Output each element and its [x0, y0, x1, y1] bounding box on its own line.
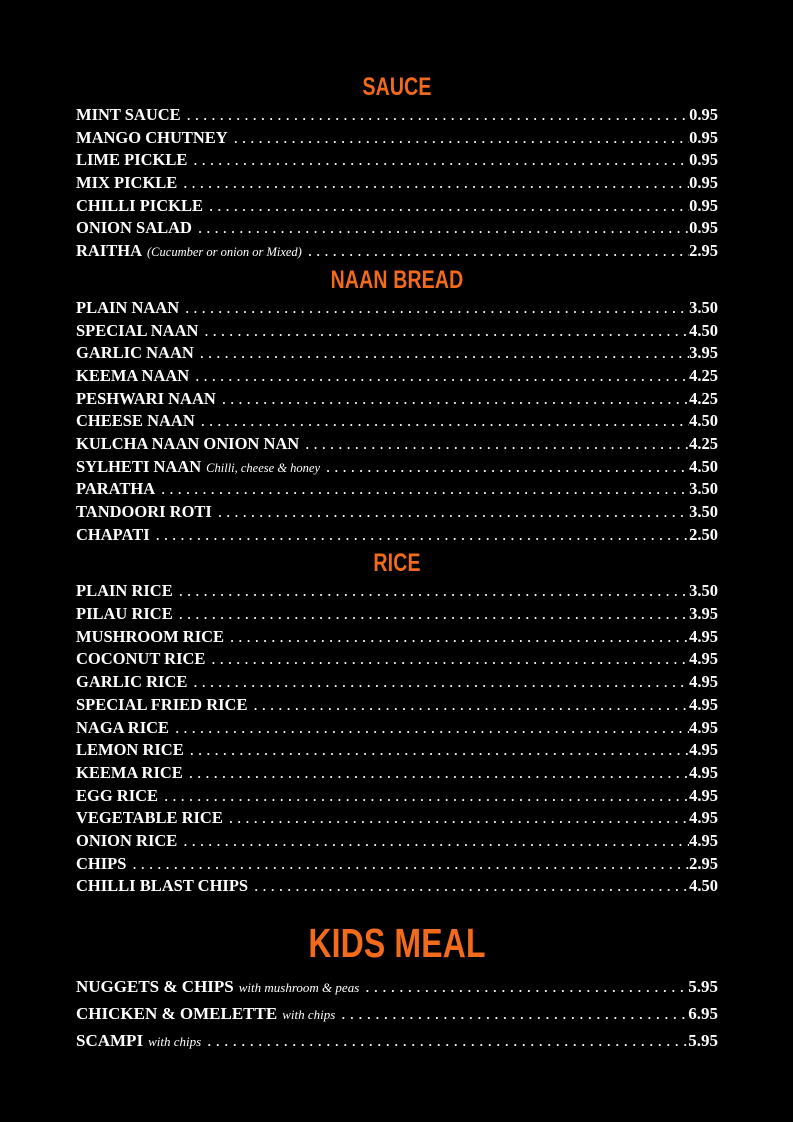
item-price: 4.95 [689, 808, 718, 828]
item-price: 4.50 [689, 320, 718, 340]
menu-list [76, 973, 718, 1054]
dot-leader [204, 320, 689, 343]
item-price: 4.50 [689, 876, 718, 896]
section-title: NAAN BREAD [330, 265, 464, 294]
item-name: COCONUT RICE [76, 649, 206, 669]
item-name: PARATHA [76, 479, 156, 499]
menu-item [76, 127, 718, 150]
item-price: 0.95 [689, 218, 718, 238]
menu-item [76, 342, 718, 365]
dot-leader [179, 603, 689, 626]
item-price: 0.95 [689, 195, 718, 215]
menu-item [76, 648, 718, 671]
dot-leader [189, 762, 689, 785]
menu-item [76, 875, 718, 898]
item-price: 4.50 [689, 411, 718, 431]
item-note: Chilli, cheese & honey [206, 460, 321, 475]
menu-list [76, 297, 718, 547]
menu-item [76, 501, 718, 524]
menu-item [76, 973, 718, 1000]
dot-leader [161, 478, 689, 501]
dot-leader [193, 671, 689, 694]
item-price: 0.95 [689, 127, 718, 147]
item-name: KEEMA NAAN [76, 365, 190, 385]
item-name: LIME PICKLE [76, 150, 188, 170]
item-name: SCAMPI [76, 1031, 144, 1050]
dot-leader [326, 456, 689, 479]
item-name: KULCHA NAAN ONION NAN [76, 433, 300, 453]
item-name: CHIPS [76, 853, 127, 873]
menu-item [76, 762, 718, 785]
item-price: 5.95 [688, 977, 718, 996]
item-name: CHEESE NAAN [76, 411, 195, 431]
item-price: 2.95 [689, 241, 718, 261]
dot-leader [179, 580, 689, 603]
item-name: PLAIN RICE [76, 581, 173, 601]
menu-item [76, 478, 718, 501]
item-name: KEEMA RICE [76, 762, 183, 782]
menu-item [76, 626, 718, 649]
item-name: MINT SAUCE [76, 105, 181, 124]
menu-item [76, 240, 718, 263]
item-price: 4.95 [689, 672, 718, 692]
item-name: SPECIAL FRIED RICE [76, 694, 248, 714]
dot-leader [211, 648, 689, 671]
menu-item [76, 603, 718, 626]
dot-leader [183, 172, 689, 195]
item-price: 4.95 [689, 740, 718, 760]
item-price: 4.95 [689, 717, 718, 737]
menu-item [76, 671, 718, 694]
item-price: 4.95 [689, 830, 718, 850]
dot-leader [229, 807, 689, 830]
dot-leader [164, 785, 689, 808]
menu-item [76, 853, 718, 876]
dot-leader [198, 217, 689, 240]
dot-leader [187, 104, 689, 127]
dot-leader [218, 501, 689, 524]
section-rice [76, 546, 718, 898]
item-price: 3.50 [689, 297, 718, 317]
item-name: NAGA RICE [76, 717, 170, 737]
dot-leader [132, 853, 689, 876]
item-price: 4.25 [689, 365, 718, 385]
item-name: RAITHA [76, 241, 143, 261]
item-name: PESHWARI NAAN [76, 388, 216, 408]
menu-item [76, 524, 718, 547]
dot-leader [230, 626, 689, 649]
menu-item [76, 320, 718, 343]
dot-leader [185, 297, 689, 320]
item-name: TANDOORI ROTI [76, 502, 212, 521]
menu-page [76, 70, 718, 1054]
menu-item [76, 807, 718, 830]
dot-leader [156, 524, 689, 547]
dot-leader [305, 433, 689, 456]
item-note: (Cucumber or onion or Mixed) [147, 245, 302, 260]
menu-item [76, 297, 718, 320]
item-name: CHILLI BLAST CHIPS [76, 876, 249, 896]
menu-item [76, 830, 718, 853]
item-price: 4.95 [689, 649, 718, 669]
dot-leader [365, 973, 688, 1000]
item-price: 3.50 [689, 502, 718, 521]
menu-item [76, 388, 718, 411]
item-name: EGG RICE [76, 785, 159, 805]
menu-item [76, 365, 718, 388]
item-name: SYLHETI NAAN [76, 456, 202, 476]
item-name: CHILLI PICKLE [76, 195, 203, 215]
menu-item [76, 433, 718, 456]
item-name: ONION RICE [76, 830, 178, 850]
menu-item [76, 149, 718, 172]
item-price: 3.95 [689, 604, 718, 624]
item-name: CHAPATI [76, 524, 150, 544]
item-name: MUSHROOM RICE [76, 626, 225, 646]
menu-item [76, 739, 718, 762]
item-price: 4.95 [689, 762, 718, 782]
item-price: 3.95 [689, 343, 718, 363]
item-note: with chips [148, 1034, 202, 1049]
item-name: SPECIAL NAAN [76, 320, 199, 340]
menu-item [76, 195, 718, 218]
item-name: MANGO CHUTNEY [76, 127, 228, 147]
item-price: 0.95 [689, 105, 718, 124]
item-price: 3.50 [689, 479, 718, 499]
item-price: 0.95 [689, 173, 718, 193]
dot-leader [195, 365, 689, 388]
menu-item [76, 104, 718, 127]
menu-item [76, 1027, 718, 1054]
menu-item [76, 580, 718, 603]
dot-leader [234, 127, 689, 150]
item-price: 6.95 [688, 1004, 718, 1023]
menu-list [76, 580, 718, 898]
item-price: 4.95 [689, 694, 718, 714]
item-name: MIX PICKLE [76, 173, 178, 193]
item-name: CHICKEN & OMELETTE [76, 1004, 278, 1023]
item-price: 3.50 [689, 581, 718, 601]
item-price: 4.25 [689, 388, 718, 408]
menu-list [76, 104, 718, 263]
dot-leader [175, 717, 689, 740]
section-sauce [76, 70, 718, 263]
section-title: KIDS MEAL [308, 920, 486, 966]
menu-item [76, 785, 718, 808]
item-name: PILAU RICE [76, 604, 173, 624]
menu-item [76, 456, 718, 479]
section-title: RICE [373, 549, 421, 578]
menu-item [76, 717, 718, 740]
item-price: 2.50 [689, 524, 718, 544]
section-naan-bread [76, 263, 718, 547]
item-price: 2.95 [689, 853, 718, 873]
item-name: VEGETABLE RICE [76, 808, 223, 828]
item-price: 4.50 [689, 456, 718, 476]
menu-item [76, 1000, 718, 1027]
menu-item [76, 172, 718, 195]
item-name: LEMON RICE [76, 740, 184, 760]
dot-leader [190, 739, 689, 762]
item-price: 4.95 [689, 785, 718, 805]
menu-item [76, 410, 718, 433]
item-price: 4.95 [689, 626, 718, 646]
section-kids-meal [76, 918, 718, 1054]
dot-leader [201, 410, 689, 433]
menu-item [76, 217, 718, 240]
dot-leader [183, 830, 689, 853]
section-title: SAUCE [362, 73, 432, 101]
item-name: PLAIN NAAN [76, 297, 180, 317]
item-name: ONION SALAD [76, 218, 192, 238]
item-note: with chips [282, 1007, 336, 1022]
dot-leader [253, 694, 689, 717]
dot-leader [193, 149, 689, 172]
item-name: GARLIC RICE [76, 672, 188, 692]
item-price: 5.95 [688, 1031, 718, 1050]
dot-leader [207, 1027, 688, 1054]
item-price: 0.95 [689, 150, 718, 170]
dot-leader [209, 195, 689, 218]
dot-leader [200, 342, 689, 365]
item-name: GARLIC NAAN [76, 343, 194, 363]
dot-leader [222, 388, 689, 411]
item-note: with mushroom & peas [238, 980, 360, 995]
menu-item [76, 694, 718, 717]
dot-leader [341, 1000, 688, 1027]
item-name: NUGGETS & CHIPS [76, 977, 234, 996]
dot-leader [308, 240, 689, 263]
dot-leader [254, 875, 689, 898]
item-price: 4.25 [689, 433, 718, 453]
